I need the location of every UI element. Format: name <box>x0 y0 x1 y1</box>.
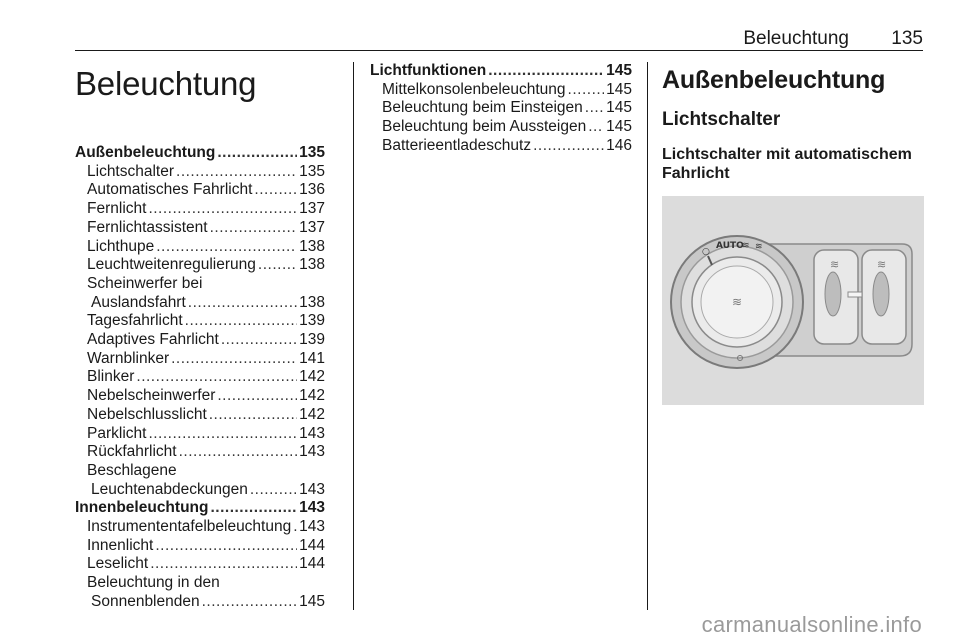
toc-entry-title: Automatisches Fahrlicht <box>87 181 253 199</box>
toc-entry[interactable] <box>75 200 325 219</box>
toc-leader-dots <box>568 81 605 100</box>
toc-leader-dots <box>179 443 298 462</box>
toc-heading-entry[interactable] <box>370 62 632 81</box>
toc-entry-title: Blinker <box>87 368 135 386</box>
toc-entry-page: 138 <box>299 256 325 274</box>
toc-entry-page: 143 <box>299 424 325 442</box>
toc-entry[interactable] <box>75 312 325 331</box>
toc-entry-title: Nebelscheinwerfer <box>87 387 216 405</box>
toc-heading-entry[interactable] <box>75 144 325 163</box>
watermark: carmanualsonline.info <box>701 612 922 637</box>
toc-entry[interactable] <box>370 118 632 137</box>
toc-entry-page: 145 <box>299 592 325 610</box>
toc-entry-title: Beleuchtung beim Einsteigen <box>382 99 583 117</box>
toc-entry-title: Instrumententafelbeleuchtung <box>87 518 292 536</box>
toc-entry[interactable] <box>370 99 632 118</box>
toc-entry-page: 138 <box>299 293 325 311</box>
toc-entry-title: Außenbeleuchtung <box>75 144 216 161</box>
toc-entry-page: 137 <box>299 218 325 236</box>
toc-entry-title: Tagesfahrlicht <box>87 312 183 330</box>
toc-entry[interactable] <box>75 350 325 369</box>
toc-column-middle <box>370 62 632 156</box>
toc-entry-page: 145 <box>606 99 632 117</box>
svg-text:≋: ≋ <box>755 242 763 252</box>
toc-leader-dots <box>185 312 297 331</box>
toc-entry-page: 136 <box>299 181 325 199</box>
toc-list <box>370 62 632 156</box>
toc-leader-dots <box>210 499 297 518</box>
toc-entry-page: 143 <box>299 443 325 461</box>
toc-leader-dots <box>254 181 297 200</box>
toc-entry-page: 143 <box>299 518 325 536</box>
toc-entry-page: 142 <box>299 405 325 423</box>
toc-entry-title: Leuchtenabdeckungen <box>91 480 248 498</box>
toc-leader-dots <box>171 350 297 369</box>
content-column <box>662 62 924 405</box>
toc-entry-page: 145 <box>606 62 632 79</box>
toc-leader-dots <box>150 555 297 574</box>
toc-entry-page: 145 <box>606 118 632 136</box>
toc-heading-entry[interactable] <box>75 499 325 518</box>
section-title: Außenbeleuchtung <box>662 66 886 94</box>
toc-entry-page: 143 <box>299 480 325 498</box>
toc-leader-dots <box>588 118 604 137</box>
toc-entry-title: Auslandsfahrt <box>91 293 186 311</box>
toc-entry-title: Rückfahrlicht <box>87 443 177 461</box>
toc-entry[interactable] <box>75 331 325 350</box>
toc-entry[interactable] <box>75 555 325 574</box>
toc-entry-line: Scheinwerfer bei <box>87 274 203 292</box>
toc-leader-dots <box>250 481 297 500</box>
toc-entry-page: 137 <box>299 200 325 218</box>
toc-entry-title: Nebelschlusslicht <box>87 405 207 423</box>
toc-leader-dots <box>258 256 297 275</box>
toc-entry-line: Beschlagene <box>87 461 177 479</box>
toc-leader-dots <box>217 144 297 163</box>
toc-entry[interactable] <box>75 163 325 182</box>
subsection-title: Lichtschalter <box>662 109 781 130</box>
toc-entry[interactable] <box>75 181 325 200</box>
toc-leader-dots <box>176 163 297 182</box>
toc-entry[interactable] <box>75 537 325 556</box>
svg-text:≋: ≋ <box>830 258 840 271</box>
toc-entry-page: 135 <box>299 162 325 180</box>
toc-leader-dots <box>210 219 298 238</box>
page-number: 135 <box>891 28 923 49</box>
toc-entry-page: 146 <box>606 136 632 154</box>
svg-text:≋: ≋ <box>732 295 743 309</box>
toc-entry-page: 141 <box>299 349 325 367</box>
toc-entry-title: Innenbeleuchtung <box>75 499 209 517</box>
toc-entry[interactable] <box>370 81 632 100</box>
toc-entry[interactable] <box>75 406 325 425</box>
toc-list <box>75 144 325 612</box>
toc-entry-title: Innenlicht <box>87 536 154 554</box>
toc-entry-title: Lichtschalter <box>87 162 175 180</box>
toc-entry-page: 139 <box>299 312 325 330</box>
toc-entry[interactable] <box>75 219 325 238</box>
toc-entry[interactable] <box>75 294 325 313</box>
toc-entry-page: 138 <box>299 237 325 255</box>
subsubsection-title <box>662 145 924 183</box>
toc-entry-title: Sonnenblenden <box>91 592 200 610</box>
toc-leader-dots <box>188 294 297 313</box>
toc-entry-page: 145 <box>606 80 632 98</box>
auto-label: AUTO <box>716 241 744 251</box>
toc-entry-title: Leselicht <box>87 555 149 573</box>
toc-entry-title: Beleuchtung beim Aussteigen <box>382 118 587 136</box>
svg-text:○: ○ <box>702 247 710 257</box>
toc-entry[interactable] <box>75 443 325 462</box>
chapter-title: Beleuchtung <box>75 65 257 102</box>
subsubsection-title-line1: Lichtschalter mit automatischem <box>662 146 912 163</box>
toc-entry[interactable] <box>75 238 325 257</box>
toc-leader-dots <box>136 368 297 387</box>
toc-entry-page: 142 <box>299 387 325 405</box>
toc-entry-title: Batterieentladeschutz <box>382 136 532 154</box>
toc-leader-dots <box>155 537 297 556</box>
toc-leader-dots <box>293 518 297 537</box>
toc-entry[interactable] <box>75 518 325 537</box>
toc-leader-dots <box>202 593 298 612</box>
column-divider <box>647 62 648 610</box>
toc-leader-dots <box>217 387 297 406</box>
toc-entry-title: Lichthupe <box>87 237 155 255</box>
toc-entry-title: Lichtfunktionen <box>370 62 487 79</box>
toc-entry-title: Warnblinker <box>87 349 170 367</box>
toc-entry[interactable] <box>370 137 632 156</box>
toc-entry-page: 142 <box>299 368 325 386</box>
toc-leader-dots <box>156 238 297 257</box>
toc-entry[interactable] <box>75 593 325 612</box>
toc-leader-dots <box>148 200 297 219</box>
toc-entry-title: Mittelkonsolenbeleuchtung <box>382 80 566 98</box>
toc-leader-dots <box>533 137 604 156</box>
toc-entry[interactable] <box>75 481 325 500</box>
toc-entry-title: Fernlichtassistent <box>87 218 208 236</box>
toc-entry-title: Leuchtweitenregulierung <box>87 256 256 274</box>
toc-entry-line: Beleuchtung in den <box>87 574 220 592</box>
subsubsection-title-line2: Fahrlicht <box>662 165 730 182</box>
toc-entry-title: Parklicht <box>87 424 147 442</box>
toc-entry-page: 144 <box>299 555 325 573</box>
column-divider <box>353 62 354 610</box>
toc-entry[interactable] <box>75 256 325 275</box>
toc-leader-dots <box>585 99 604 118</box>
toc-entry-page: 139 <box>299 331 325 349</box>
toc-entry-page: 144 <box>299 536 325 554</box>
toc-entry-page: 143 <box>299 499 325 517</box>
running-title: Beleuchtung <box>743 28 849 49</box>
toc-leader-dots <box>209 406 297 425</box>
svg-text:≋: ≋ <box>742 241 750 251</box>
toc-leader-dots <box>148 425 297 444</box>
toc-leader-dots <box>221 331 297 350</box>
toc-column-left <box>75 62 325 612</box>
toc-entry[interactable] <box>75 387 325 406</box>
toc-entry-page: 135 <box>299 144 325 161</box>
toc-entry-title: Fernlicht <box>87 200 147 218</box>
toc-leader-dots <box>488 62 604 81</box>
light-switch-figure <box>662 196 924 405</box>
page-header <box>75 28 923 51</box>
toc-entry[interactable] <box>75 425 325 444</box>
svg-text:≋: ≋ <box>877 258 887 271</box>
toc-entry-title: Adaptives Fahrlicht <box>87 331 219 349</box>
toc-entry[interactable] <box>75 368 325 387</box>
